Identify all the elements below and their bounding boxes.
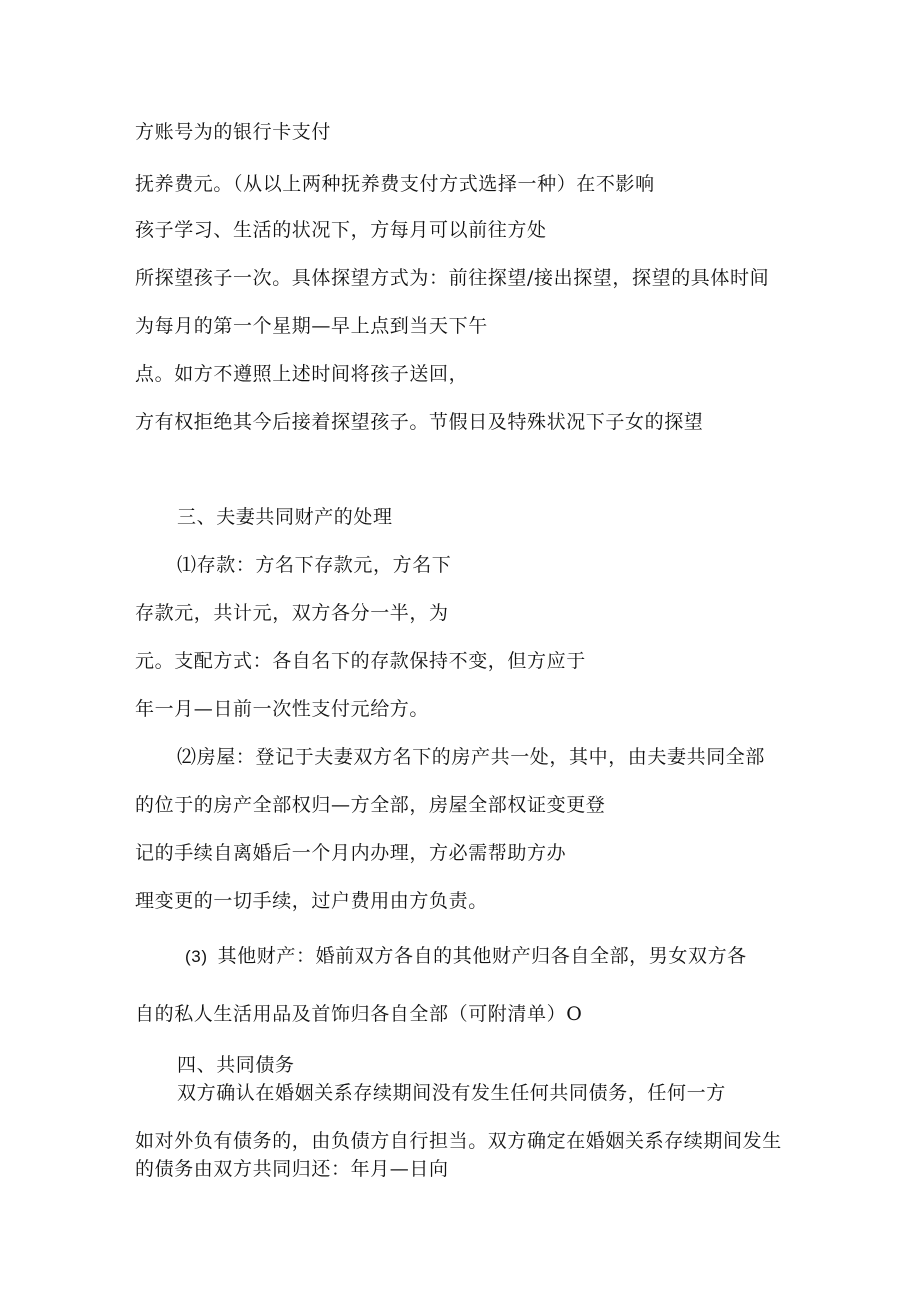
item-3-text: 其他财产：婚前双方各自的其他财产归各自全部，男女双方各 bbox=[217, 945, 747, 967]
text-line-7: 方有权拒绝其今后接着探望孩子。节假日及特殊状况下子女的探望 bbox=[135, 411, 704, 433]
text-line-2: 抚养费元。（从以上两种抚养费支付方式选择一种）在不影响 bbox=[135, 173, 655, 195]
text-line-1: 方账号为的银行卡支付 bbox=[135, 121, 332, 143]
text-line-12: 年一月—日前一次性支付元给方。 bbox=[135, 698, 430, 720]
text-line-11: 元。支配方式：各自名下的存款保持不变，但方应于 bbox=[135, 650, 586, 672]
section-heading-3: 三、夫妻共同财产的处理 bbox=[177, 506, 393, 528]
text-line-4: 所探望孩子一次。具体探望方式为：前往探望/接出探望，探望的具体时间 bbox=[135, 267, 770, 289]
text-line-21: 如对外负有债务的，由负债方自行担当。双方确定在婚姻关系存续期间发生 bbox=[135, 1130, 782, 1152]
text-line-22: 的债务由双方共同归还：年月—日向 bbox=[135, 1158, 449, 1180]
section-heading-4: 四、共同债务 bbox=[177, 1054, 295, 1076]
text-line-5: 为每月的第一个星期—早上点到当天下午 bbox=[135, 315, 488, 337]
text-line-6: 点。如方不遵照上述时间将孩子送回， bbox=[135, 363, 469, 385]
text-line-3: 孩子学习、生活的状况下，方每月可以前往方处 bbox=[135, 219, 547, 241]
text-line-20: 双方确认在婚姻关系存续期间没有发生任何共同债务，任何一方 bbox=[177, 1082, 726, 1104]
text-line-10: 存款元，共计元，双方各分一半，为 bbox=[135, 602, 449, 624]
text-line-18: 自的私人生活用品及首饰归各自全部（可附清单）O bbox=[135, 1003, 583, 1025]
item-1-deposits: ⑴存款：方名下存款元，方名下 bbox=[177, 554, 452, 576]
text-line-15: 记的手续自离婚后一个月内办理，方必需帮助方办 bbox=[135, 842, 567, 864]
item-3-marker: (3) bbox=[185, 947, 208, 966]
item-3-other-property bbox=[185, 944, 747, 969]
text-line-14: 的位于的房产全部权归—方全部，房屋全部权证变更登 bbox=[135, 794, 606, 816]
text-line-16: 理变更的一切手续，过户费用由方负责。 bbox=[135, 890, 488, 912]
item-2-housing: ⑵房屋：登记于夫妻双方名下的房产共一处，其中，由夫妻共同全部 bbox=[177, 746, 766, 768]
